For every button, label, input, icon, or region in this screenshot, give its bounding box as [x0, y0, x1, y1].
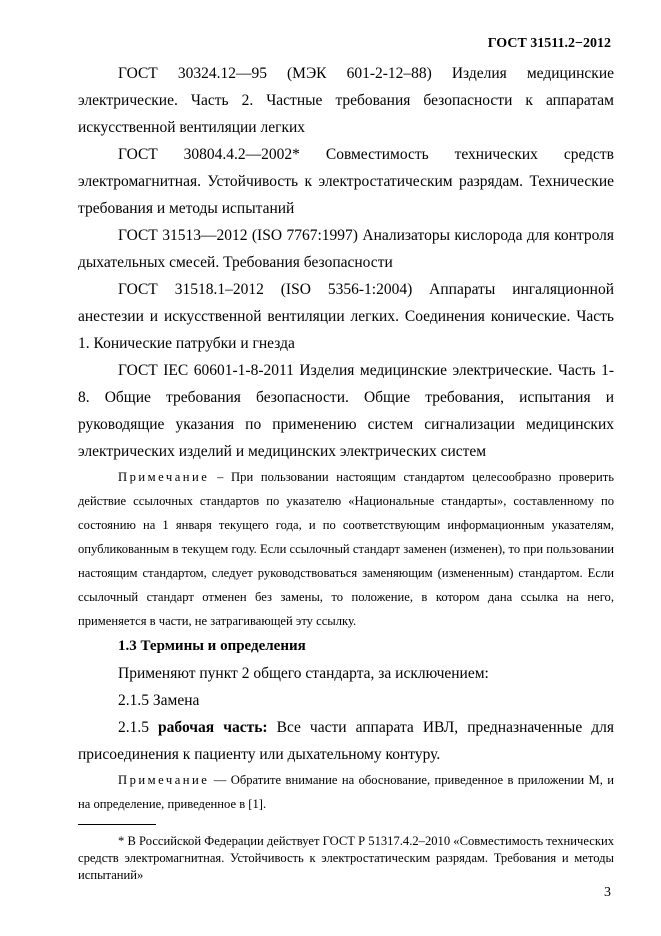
- reference-gost-31513: ГОСТ 31513—2012 (ISO 7767:1997) Анализаторы кислорода для контроля дыхательных смесей. Требования безопасности: [78, 227, 614, 271]
- note-text: – При пользовании настоящим стандартом целесообразно проверить действие ссылочных стандартов по указателю «Национальные стандарты», составленному по состоянию на 1 января текущего года, и по соответствующим информационным указателям, опубликованным в текущем году. Если ссылочный стандарт заменен (изменен), то при пользовании настоящим стандартом, следует руководствоваться заменяющим (измененным) стандартом. Если ссылочный стандарт отменен без замены, то положение, в котором дана ссылка на него, применяется в части, не затрагивающей эту ссылку.: [78, 470, 614, 628]
- clause-2-1-5-title: 2.1.5 Замена: [118, 692, 200, 709]
- reference-gost-31518: ГОСТ 31518.1–2012 (ISO 5356-1:2004) Аппараты ингаляционной анестезии и искусственной вентиляции легких. Соединения конические. Часть 1. Конические патрубки и гнезда: [78, 281, 614, 352]
- note-text: — Обратите внимание на обоснование, приведенное в приложении М, и на определение, приведенное в [1].: [78, 773, 614, 811]
- page-content: [78, 60, 614, 884]
- footnote: * В Российской Федерации действует ГОСТ Р 51317.4.2–2010 «Совместимость технических средств электромагнитная. Устойчивость к электростатическим разрядам. Требования и методы испытаний»: [78, 834, 614, 882]
- reference-gost-iec-60601: ГОСТ IEC 60601-1-8-2011 Изделия медицинские электрические. Часть 1-8. Общие требования безопасности. Общие требования, испытания и руководящие указания по применению систем сигнализации медицинских электрических изделий и медицинских электрических систем: [78, 362, 614, 460]
- clause-number: 2.1.5: [118, 719, 159, 736]
- section-heading: 1.3 Термины и определения: [118, 638, 306, 654]
- note-label: Примечание: [118, 773, 210, 787]
- note-label: Примечание: [118, 470, 210, 484]
- footnote-divider: [78, 824, 156, 825]
- note-references: [78, 465, 614, 633]
- reference-gost-30804: ГОСТ 30804.4.2—2002* Совместимость технических средств электромагнитная. Устойчивость к электростатическим разрядам. Технические требования и методы испытаний: [78, 146, 614, 217]
- page-number: 3: [604, 885, 611, 900]
- reference-gost-30324: ГОСТ 30324.12—95 (МЭК 601-2-12–88) Изделия медицинские электрические. Часть 2. Частные требования безопасности к аппаратам искусственной вентиляции легких: [78, 65, 614, 136]
- clause-2-1-5-definition: [78, 714, 614, 768]
- note-annex: [78, 768, 614, 816]
- apply-paragraph: Применяют пункт 2 общего стандарта, за исключением:: [118, 665, 489, 682]
- document-header: ГОСТ 31511.2−2012: [487, 36, 611, 51]
- term-definition: Все части аппарата ИВЛ, предназначенные для присоединения к пациенту или дыхательному контуру.: [78, 719, 614, 763]
- term-name: рабочая часть:: [158, 719, 268, 736]
